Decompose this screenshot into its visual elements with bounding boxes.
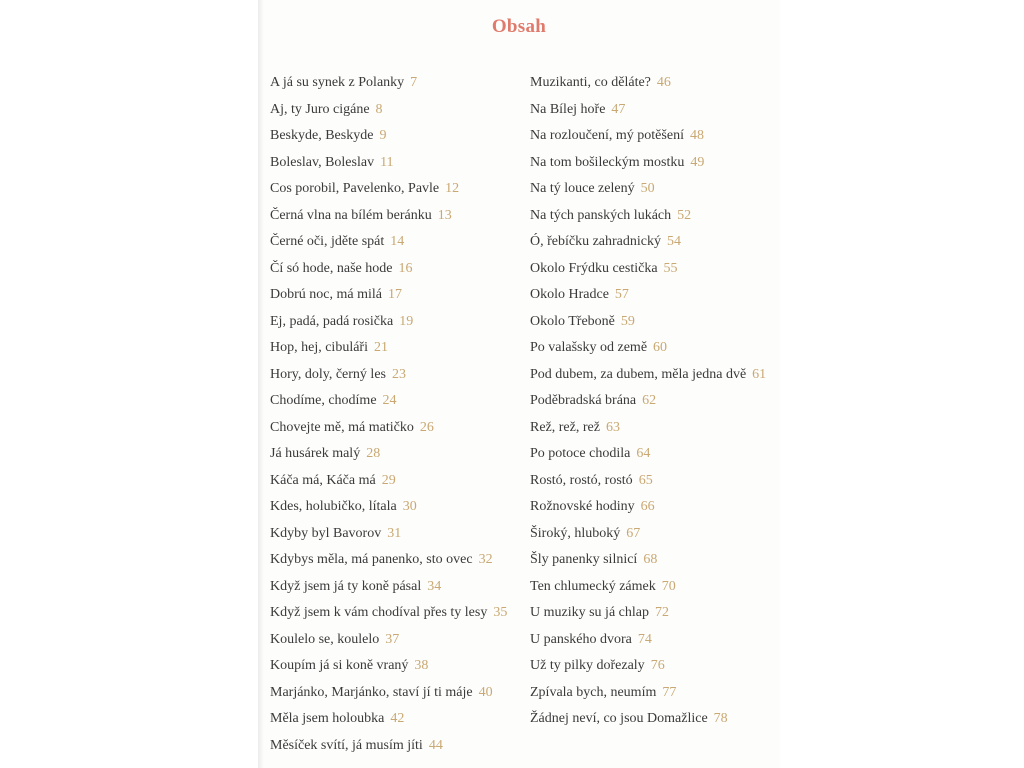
toc-entry-title: Aj, ty Juro cigáne — [270, 101, 370, 117]
toc-entry — [530, 259, 766, 286]
toc-entry — [530, 444, 766, 471]
toc-entry — [530, 656, 766, 683]
page-title: Obsah — [491, 16, 547, 37]
toc-entry-title: Cos porobil, Pavelenko, Pavle — [270, 181, 440, 196]
toc-entry — [530, 709, 766, 736]
toc-entry-page-number: 70 — [661, 578, 676, 594]
toc-entry-page-number: 30 — [402, 499, 417, 514]
toc-entry — [270, 577, 507, 604]
toc-entry-page-number: 35 — [493, 605, 508, 620]
toc-entry-title: Okolo Frýdku cestička — [530, 260, 658, 276]
toc-entry-title: Koulelo se, koulelo — [270, 631, 380, 647]
toc-entry-title: Rožnovské hodiny — [530, 499, 635, 514]
toc-entry — [270, 100, 507, 127]
toc-entry-page-number: 13 — [437, 207, 452, 223]
toc-entry-title: Muzikanti, co děláte? — [530, 75, 651, 90]
toc-entry — [270, 365, 507, 392]
toc-entry-title: Hop, hej, cibuláři — [270, 340, 368, 355]
toc-entry — [270, 630, 507, 657]
toc-entry — [270, 391, 507, 418]
toc-entry — [530, 365, 766, 392]
toc-entry — [270, 709, 507, 736]
toc-entry-page-number: 9 — [379, 128, 387, 143]
toc-entry — [270, 153, 507, 180]
toc-entry — [530, 550, 766, 577]
toc-entry-title: Rež, rež, rež — [530, 419, 600, 435]
toc-entry-title: Káča má, Káča má — [270, 472, 376, 488]
toc-entry-title: A já su synek z Polanky — [270, 75, 405, 90]
toc-entry-title: Chovejte mě, má matičko — [270, 419, 414, 435]
toc-entry-page-number: 68 — [643, 552, 658, 567]
toc-entry — [530, 418, 766, 445]
toc-entry — [270, 285, 507, 312]
toc-column-left — [270, 73, 507, 762]
toc-entry — [530, 524, 766, 551]
toc-entry-page-number: 78 — [713, 711, 728, 726]
toc-entry — [530, 603, 766, 630]
toc-entry-page-number: 67 — [626, 525, 641, 541]
toc-entry — [530, 630, 766, 657]
toc-entry — [270, 312, 507, 339]
toc-entry — [270, 259, 507, 286]
toc-entry — [530, 391, 766, 418]
toc-entry — [270, 73, 507, 100]
toc-entry-title: Černá vlna na bílém beránku — [270, 207, 432, 223]
toc-entry-page-number: 63 — [605, 419, 620, 435]
toc-entry-title: Poděbradská brána — [530, 393, 637, 408]
toc-entry-page-number: 74 — [637, 631, 652, 647]
toc-entry — [530, 100, 766, 127]
toc-entry-page-number: 42 — [390, 711, 405, 726]
toc-page — [258, 0, 780, 768]
toc-entry — [530, 232, 766, 259]
toc-entry-page-number: 24 — [382, 393, 397, 408]
toc-entry-title: Okolo Třeboně — [530, 313, 615, 329]
toc-entry — [530, 338, 766, 365]
toc-entry-title: Pod dubem, za dubem, měla jedna dvě — [530, 366, 747, 382]
toc-entry-title: Na tom bošileckým mostku — [530, 154, 685, 170]
toc-entry-title: Na Bílej hoře — [530, 101, 606, 117]
toc-entry-page-number: 61 — [752, 366, 767, 382]
toc-entry-page-number: 34 — [427, 578, 442, 594]
toc-entry — [530, 285, 766, 312]
toc-entry-page-number: 46 — [656, 75, 671, 90]
toc-entry-page-number: 37 — [385, 631, 400, 647]
toc-entry-title: Když jsem k vám chodíval přes ty lesy — [270, 605, 488, 620]
toc-entry — [270, 497, 507, 524]
toc-entry-title: Kdyby byl Bavorov — [270, 525, 382, 541]
toc-entry-title: Rostó, rostó, rostó — [530, 472, 633, 488]
toc-entry — [270, 179, 507, 206]
toc-entry-title: Na tých panských lukách — [530, 207, 672, 223]
toc-entry-page-number: 17 — [387, 287, 402, 302]
toc-entry-page-number: 38 — [414, 658, 429, 673]
toc-entry-page-number: 77 — [662, 684, 677, 700]
toc-entry-page-number: 31 — [387, 525, 402, 541]
toc-entry-page-number: 19 — [399, 313, 414, 329]
toc-entry-title: Marjánko, Marjánko, staví jí ti máje — [270, 684, 473, 700]
toc-entry-page-number: 65 — [638, 472, 653, 488]
toc-entry-page-number: 14 — [390, 234, 405, 249]
toc-entry-page-number: 66 — [640, 499, 655, 514]
toc-entry-title: Černé oči, jděte spát — [270, 234, 385, 249]
toc-entry-title: U panského dvora — [530, 631, 632, 647]
toc-entry — [530, 577, 766, 604]
toc-entry-title: Hory, doly, černý les — [270, 366, 386, 382]
toc-entry-page-number: 62 — [642, 393, 657, 408]
toc-entry-page-number: 54 — [667, 234, 681, 249]
toc-entry-page-number: 28 — [366, 446, 381, 461]
toc-entry — [530, 683, 766, 710]
toc-entry-page-number: 47 — [611, 101, 626, 117]
toc-entry — [270, 232, 507, 259]
toc-entry — [530, 497, 766, 524]
toc-entry — [270, 126, 507, 153]
toc-entry-title: Dobrú noc, má milá — [270, 287, 382, 302]
toc-entry-title: Ó, řebíčku zahradnický — [530, 234, 661, 249]
toc-entry — [270, 444, 507, 471]
toc-entry — [270, 603, 507, 630]
toc-entry-title: Koupím já si koně vraný — [270, 658, 409, 673]
toc-entry-title: Po potoce chodila — [530, 446, 631, 461]
toc-entry-title: Boleslav, Boleslav — [270, 154, 375, 170]
toc-entry-page-number: 57 — [614, 287, 629, 302]
toc-entry — [530, 312, 766, 339]
toc-entry — [530, 206, 766, 233]
toc-entry — [530, 73, 766, 100]
toc-entry-page-number: 52 — [677, 207, 692, 223]
toc-entry — [270, 550, 507, 577]
toc-entry-title: Žádnej neví, co jsou Domažlice — [530, 711, 708, 726]
toc-entry-page-number: 7 — [410, 75, 418, 90]
toc-entry-page-number: 12 — [445, 181, 460, 196]
toc-entry-page-number: 49 — [690, 154, 705, 170]
toc-entry-page-number: 72 — [654, 605, 669, 620]
toc-entry — [270, 683, 507, 710]
toc-entry-page-number: 50 — [640, 181, 655, 196]
toc-entry-page-number: 48 — [689, 128, 704, 143]
toc-entry — [270, 418, 507, 445]
toc-entry-page-number: 60 — [653, 340, 668, 355]
toc-entry-title: Měsíček svítí, já musím jíti — [270, 737, 423, 753]
toc-entry-page-number: 55 — [663, 260, 678, 276]
toc-entry-title: Ten chlumecký zámek — [530, 578, 656, 594]
toc-entry — [530, 179, 766, 206]
toc-entry — [270, 656, 507, 683]
toc-entry-page-number: 44 — [428, 737, 443, 753]
toc-entry-title: Čí só hode, naše hode — [270, 260, 393, 276]
toc-entry-page-number: 11 — [380, 154, 394, 170]
toc-entry-title: Když jsem já ty koně pásal — [270, 578, 422, 594]
toc-entry-title: Ej, padá, padá rosička — [270, 313, 394, 329]
toc-entry-title: Už ty pilky dořezaly — [530, 658, 645, 673]
toc-entry — [270, 471, 507, 498]
toc-entry-title: U muziky su já chlap — [530, 605, 649, 620]
toc-entry — [270, 736, 507, 763]
toc-entry-page-number: 23 — [392, 366, 406, 382]
toc-entry — [270, 206, 507, 233]
toc-entry-title: Na tý louce zelený — [530, 181, 635, 196]
toc-entry — [530, 126, 766, 153]
toc-entry-page-number: 64 — [636, 446, 651, 461]
toc-entry-title: Šly panenky silnicí — [530, 552, 638, 567]
toc-entry-page-number: 21 — [373, 340, 388, 355]
toc-entry-title: Na rozloučení, mý potěšení — [530, 128, 684, 143]
toc-entry-page-number: 32 — [478, 552, 493, 567]
toc-entry-page-number: 8 — [375, 101, 383, 117]
toc-entry-page-number: 76 — [650, 658, 665, 673]
toc-entry-title: Kdybys měla, má panenko, sto ovec — [270, 552, 473, 567]
toc-entry-title: Chodíme, chodíme — [270, 393, 377, 408]
toc-entry — [530, 471, 766, 498]
toc-entry-title: Po valašsky od země — [530, 340, 648, 355]
toc-entry-title: Kdes, holubičko, lítala — [270, 499, 397, 514]
toc-entry-title: Já husárek malý — [270, 446, 361, 461]
page-edge-shadow — [258, 0, 264, 768]
toc-entry — [270, 524, 507, 551]
toc-entry — [270, 338, 507, 365]
toc-entry-title: Zpívala bych, neumím — [530, 684, 657, 700]
toc-column-right — [530, 73, 766, 736]
toc-entry-page-number: 59 — [620, 313, 635, 329]
toc-entry-page-number: 29 — [381, 472, 396, 488]
toc-entry-title: Okolo Hradce — [530, 287, 609, 302]
toc-entry-title: Široký, hluboký — [530, 525, 621, 541]
toc-entry-title: Měla jsem holoubka — [270, 711, 385, 726]
toc-entry-title: Beskyde, Beskyde — [270, 128, 374, 143]
toc-entry — [530, 153, 766, 180]
toc-entry-page-number: 40 — [478, 684, 493, 700]
toc-entry-page-number: 26 — [419, 419, 434, 435]
toc-entry-page-number: 16 — [398, 260, 413, 276]
